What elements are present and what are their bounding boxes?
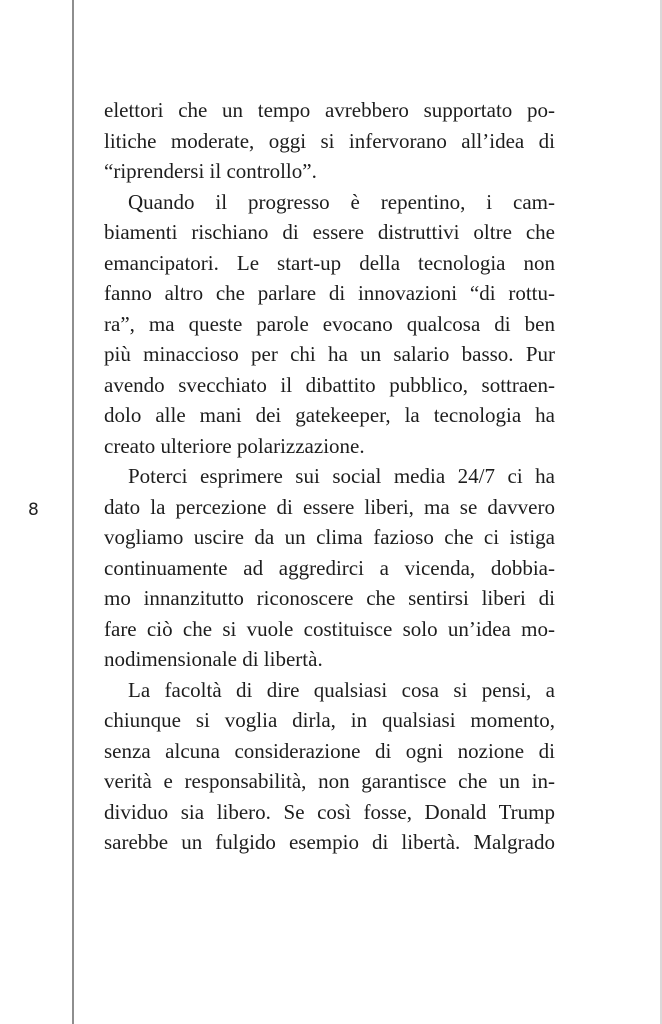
paragraph-1 xyxy=(104,95,555,187)
text-line: chiunque si voglia dirla, in qualsiasi momento, xyxy=(104,708,555,732)
paragraph-4 xyxy=(104,675,555,858)
text-line: continuamente ad aggredirci a vicenda, dobbia- xyxy=(104,555,555,580)
text-line: dividuo sia libero. Se così fosse, Donald Trump xyxy=(104,799,555,824)
text-line: fare ciò che si vuole costituisce solo un’idea mo- xyxy=(104,616,555,641)
paragraph-3 xyxy=(104,461,555,675)
paragraph-2 xyxy=(104,187,555,462)
text-line: dolo alle mani dei gatekeeper, la tecnologia ha xyxy=(104,403,555,427)
text-line: vogliamo uscire da un clima fazioso che ci istiga xyxy=(104,525,555,549)
text-line: sarebbe un fulgido esempio di libertà. Malgrado xyxy=(104,830,555,854)
text-line: dato la percezione di essere liberi, ma se davvero xyxy=(104,494,555,519)
text-line: senza alcuna considerazione di ogni nozione di xyxy=(104,738,555,763)
text-line: biamenti rischiano di essere distruttivi oltre che xyxy=(104,220,555,244)
page-margin-rule xyxy=(72,0,74,1024)
text-line: più minaccioso per chi ha un salario basso. Pur xyxy=(104,342,555,366)
text-line: “riprendersi il controllo”. xyxy=(104,159,317,183)
text-line: nodimensionale di libertà. xyxy=(104,647,323,671)
text-line: verità e responsabilità, non garantisce che un in- xyxy=(104,769,555,793)
text-line: emancipatori. Le start-up della tecnologia non xyxy=(104,250,555,275)
text-line: La facoltà di dire qualsiasi cosa si pensi, a xyxy=(128,677,555,702)
page-number: 8 xyxy=(28,500,39,520)
text-line: Poterci esprimere sui social media 24/7 ci ha xyxy=(128,464,555,488)
body-text xyxy=(104,95,555,858)
text-line: elettori che un tempo avrebbero supportato po- xyxy=(104,98,555,122)
text-line: Quando il progresso è repentino, i cam- xyxy=(128,189,555,214)
text-line: fanno altro che parlare di innovazioni “di rottu- xyxy=(104,281,555,305)
text-line: creato ulteriore polarizzazione. xyxy=(104,433,365,458)
text-line: ra”, ma queste parole evocano qualcosa di ben xyxy=(104,311,555,336)
text-line: mo innanzitutto riconoscere che sentirsi liberi di xyxy=(104,586,555,610)
text-line: avendo svecchiato il dibattito pubblico, sottraen- xyxy=(104,372,555,397)
text-line: litiche moderate, oggi si infervorano all’idea di xyxy=(104,128,555,153)
